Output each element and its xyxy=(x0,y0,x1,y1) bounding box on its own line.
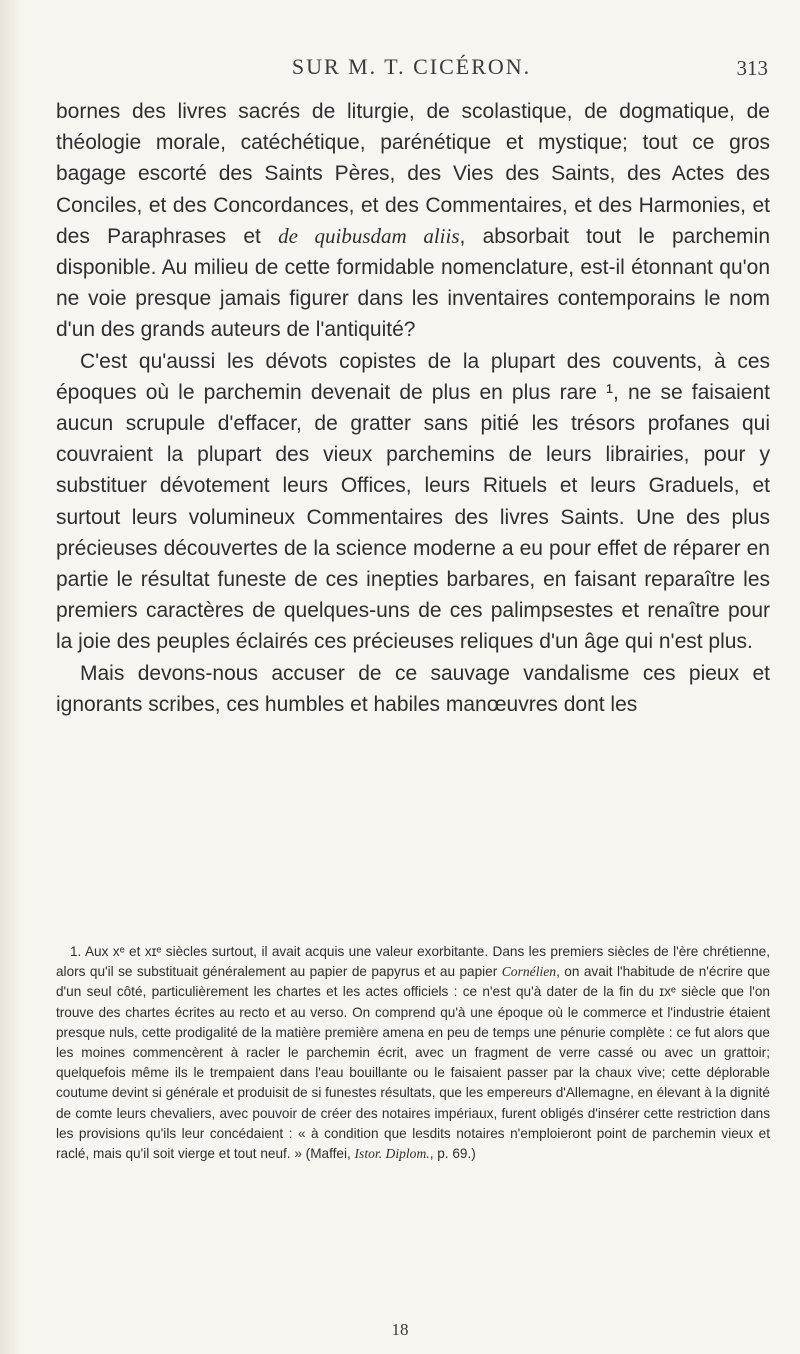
footnote-italic-2: Istor. Diplom. xyxy=(354,1146,430,1162)
footnote-italic-1: Cornélien xyxy=(501,964,557,980)
page-edge-shadow xyxy=(0,0,22,1354)
footnote-block xyxy=(56,942,770,1164)
main-text xyxy=(56,96,770,720)
footnote-text-c: , p. 69.) xyxy=(429,1146,476,1162)
footnote-text-a: 1. Aux xᵉ et xɪᵉ siècles surtout, il avait acquis une valeur exorbitante. Dans les premiers siècles de l'ère chrétienne, alors qu'il se substituait généralement au papier de papyrus et au papier xyxy=(56,944,770,980)
paragraph-1-text-a: bornes des livres sacrés de liturgie, de scolastique, de dogmatique, de théologie morale, catéchétique, parénétique et mystique; tout ce gros bagage escorté des Saints Pères, des Vies des Saints, des Actes des Conciles, et des Concordances, et des Commentaires, et des Harmonies, et des Paraphrases et xyxy=(56,100,770,248)
page-number: 313 xyxy=(736,56,768,80)
paragraph-1-text-b: , absorbait tout le parchemin disponible. Au milieu de cette formidable nomenclature, est-il étonnant qu'on ne voie presque jamais figurer dans les inventaires contemporains le nom d'un des grands auteurs de l'antiquité? xyxy=(56,224,771,342)
footnote-1 xyxy=(56,942,770,1164)
paragraph-1 xyxy=(56,96,770,346)
paragraph-2: C'est qu'aussi les dévots copistes de la plupart des couvents, à ces époques où le parchemin devenait de plus en plus rare ¹, ne se faisaient aucun scrupule d'effacer, de gratter sans pitié les trésors profanes qui couvraient la plupart des vieux parchemins de leurs librairies, pour y substituer dévotement leurs Offices, leurs Rituels et leurs Graduels, et surtout leurs volumineux Commentaires des livres Saints. Une des plus précieuses découvertes de la science moderne a eu pour effet de réparer en partie le résultat funeste de ces inepties barbares, en faisant reparaître les premiers caractères de quelques-uns de ces palimpsestes et renaître pour la joie des peuples éclairés ces précieuses reliques d'un âge qui n'est plus. xyxy=(56,349,770,654)
signature-mark: 18 xyxy=(391,1320,409,1339)
paragraph-3: Mais devons-nous accuser de ce sauvage vandalisme ces pieux et ignorants scribes, ces humbles et habiles manœuvres dont les xyxy=(56,661,770,716)
footnote-text-b: , on avait l'habitude de n'écrire que d'un seul côté, particulièrement les chartes et les actes officiels : ce n'est qu'à dater de la fin du ɪxᵉ siècle que l'on trouve des chartes écrites au recto et au verso. On comprend qu'à une époque où le commerce et l'industrie étaient presque nuls, cette prodigalité de la matière première amena en peu de temps une pénurie complète : ce fut alors que les moines commencèrent à racler le parchemin écrit, avec un fragment de verre cassé ou avec un grattoir; quelquefois même ils le trempaient dans l'eau bouillante ou le faisaient passer par la chaux vive; cette déplorable coutume devint si générale et produisit de si funestes résultats, que les empereurs d'Allemagne, en élevant à la dignité de comte leurs chevaliers, avec pouvoir de créer des notaires impériaux, furent obligés d'insérer cette restriction dans les provisions qu'ils leur concédaient : « à condition que lesdits notaires n'emploieront point de parchemin vieux et raclé, mais qu'il soit vierge et tout neuf. » (Maffei, xyxy=(56,964,771,1162)
page-header xyxy=(55,54,768,94)
running-head: SUR M. T. CICÉRON. xyxy=(291,54,532,79)
paragraph-1-italic: de quibusdam aliis xyxy=(278,223,460,248)
